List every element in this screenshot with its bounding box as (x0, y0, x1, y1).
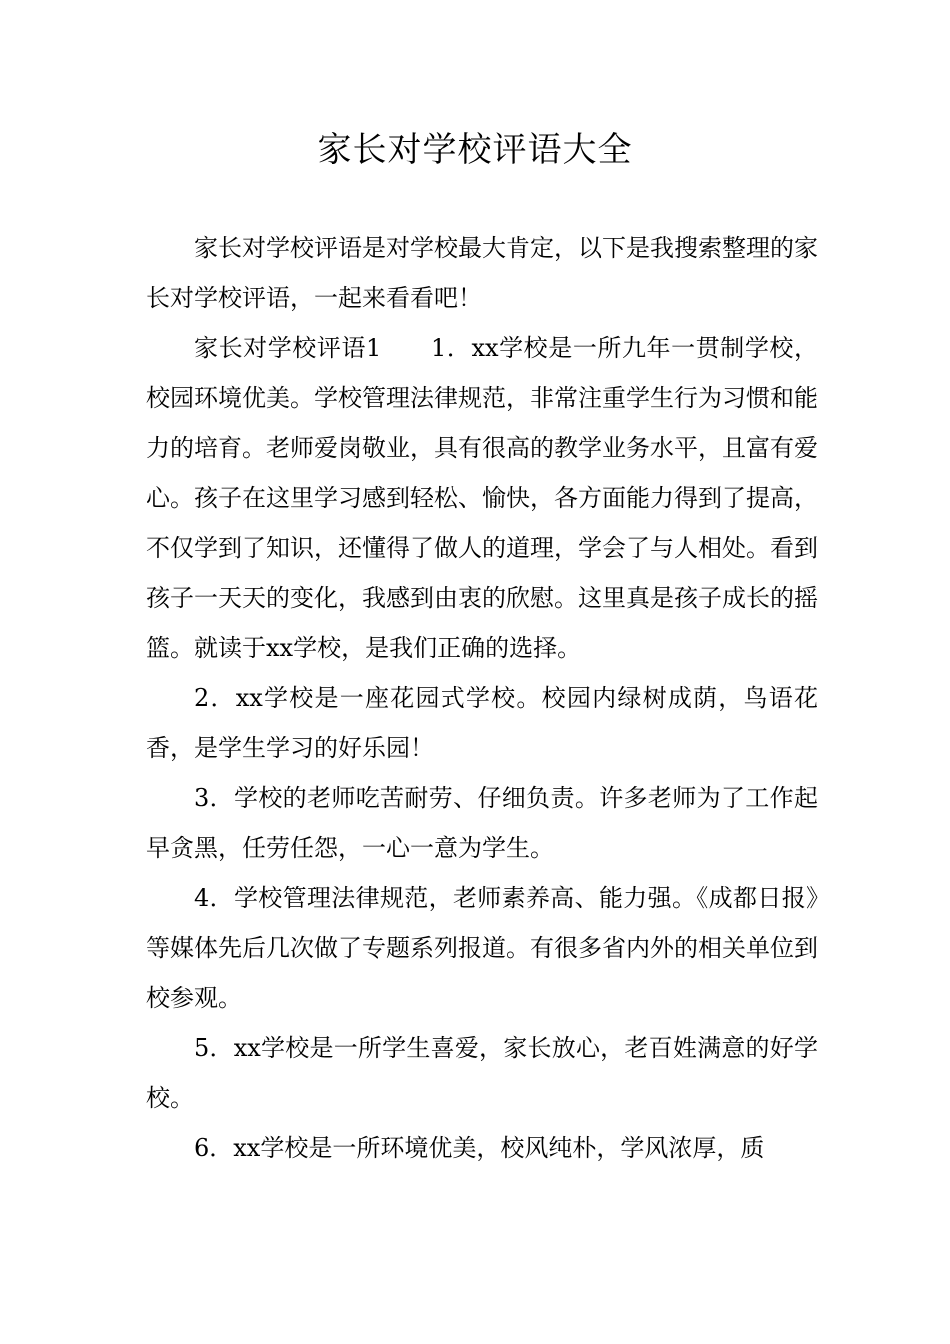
paragraph-item-1: 家长对学校评语1 1．xx学校是一所九年一贯制学校，校园环境优美。学校管理法律规范，非常注重学生行为习惯和能力的培育。老师爱岗敬业，具有很高的教学业务水平，且富有爱心。孩子在这里学习感到轻松、愉快，各方面能力得到了提高，不仅学到了知识，还懂得了做人的道理，学会了与人相处。看到孩子一天天的变化，我感到由衷的欣慰。这里真是孩子成长的摇篮。就读于xx学校，是我们正确的选择。 (146, 334, 818, 662)
paragraph-intro: 家长对学校评语是对学校最大肯定，以下是我搜索整理的家长对学校评语，一起来看看吧！ (146, 234, 818, 312)
paragraph-item-5: 5．xx学校是一所学生喜爱，家长放心，老百姓满意的好学校。 (146, 1034, 818, 1112)
document-body (146, 223, 818, 1173)
document-title: 家长对学校评语大全 (317, 130, 633, 170)
paragraph-item-4: 4．学校管理法律规范，老师素养高、能力强。《成都日报》等媒体先后几次做了专题系列报道。有很多省内外的相关单位到校参观。 (146, 884, 818, 1012)
paragraph-item-6: 6．xx学校是一所环境优美，校风纯朴，学风浓厚，质 (194, 1134, 765, 1162)
paragraph-item-2: 2．xx学校是一座花园式学校。校园内绿树成荫，鸟语花香，是学生学习的好乐园！ (146, 684, 818, 762)
paragraph-item-3: 3．学校的老师吃苦耐劳、仔细负责。许多老师为了工作起早贪黑，任劳任怨，一心一意为学生。 (146, 784, 818, 862)
